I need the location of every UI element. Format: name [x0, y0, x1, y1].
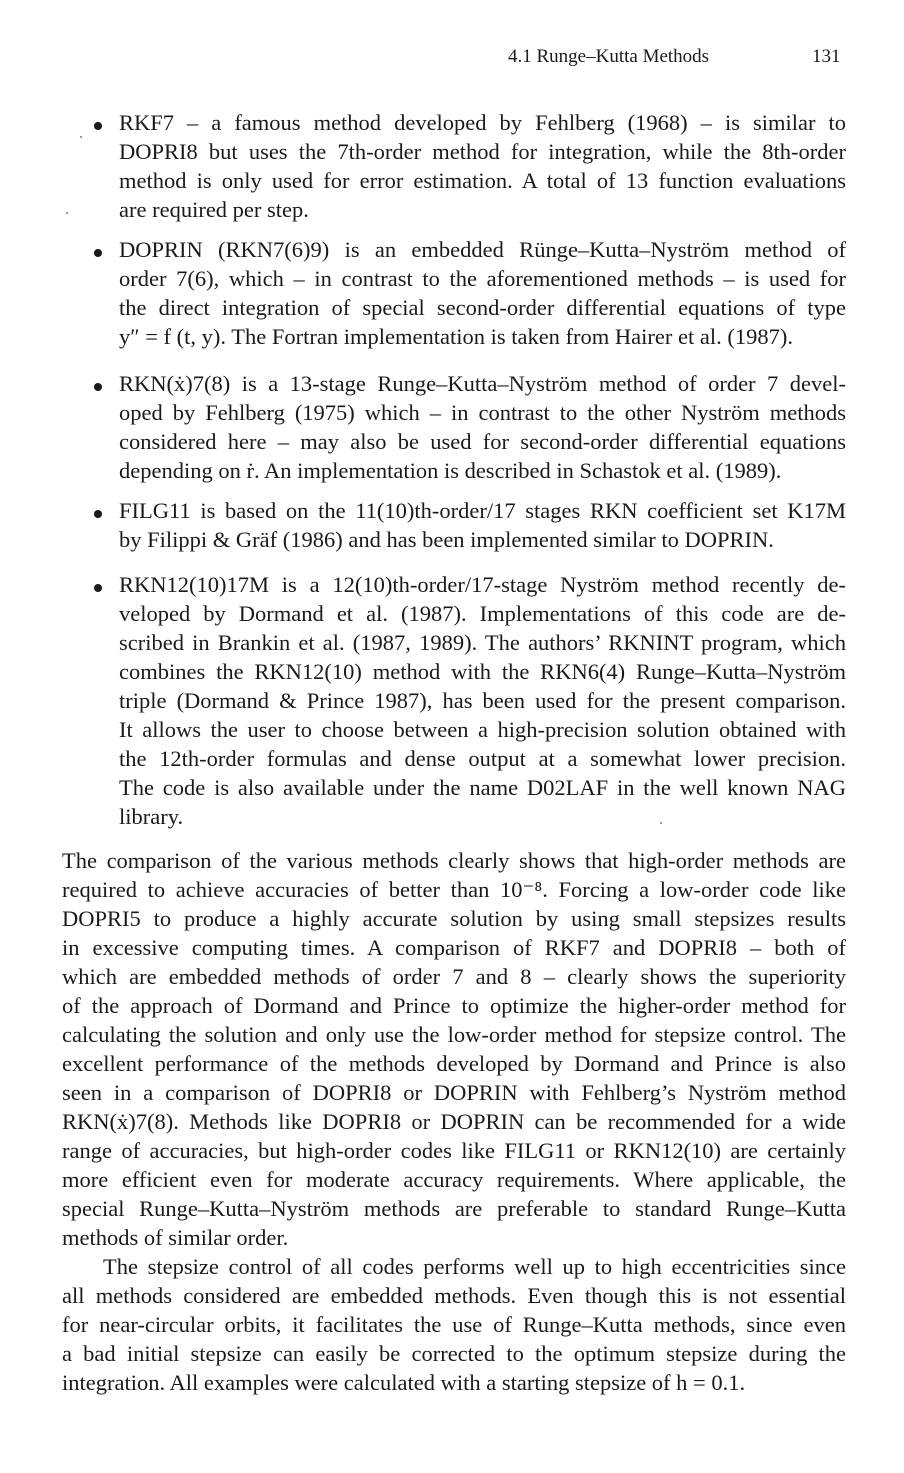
text-line: of the approach of Dormand and Prince to optimize the higher-order method for: [62, 993, 846, 1018]
bullet-icon: [94, 584, 102, 592]
text-line: range of accuracies, but high-order codes like FILG11 or RKN12(10) are certainly: [62, 1138, 846, 1163]
text-line: RKN12(10)17M is a 12(10)th-order/17-stage Nyström method recently de-: [119, 572, 846, 597]
running-head: [0, 46, 904, 72]
text-line: in excessive computing times. A comparison of RKF7 and DOPRI8 – both of: [62, 935, 846, 960]
text-line: RKN(ẋ)7(8) is a 13-stage Runge–Kutta–Nyström method of order 7 devel-: [119, 371, 846, 396]
text-line: combines the RKN12(10) method with the RKN6(4) Runge–Kutta–Nyström: [119, 659, 846, 684]
bullet-icon: [94, 249, 102, 257]
text-line: calculating the solution and only use the low-order method for stepsize control. The: [62, 1022, 846, 1047]
text-line: RKF7 – a famous method developed by Fehlberg (1968) – is similar to: [119, 110, 846, 135]
text-line: DOPRI8 but uses the 7th-order method for integration, while the 8th-order: [119, 139, 846, 164]
text-line: are required per step.: [119, 197, 309, 222]
text-line: veloped by Dormand et al. (1987). Implementations of this code are de-: [119, 601, 846, 626]
text-line: depending on ṙ. An implementation is described in Schastok et al. (1989).: [119, 458, 782, 483]
text-line: which are embedded methods of order 7 and 8 – clearly shows the superiority: [62, 964, 846, 989]
text-line: by Filippi & Gräf (1986) and has been implemented similar to DOPRIN.: [119, 527, 774, 552]
bullet-icon: [94, 510, 102, 518]
scan-speck: [66, 212, 68, 214]
text-line: FILG11 is based on the 11(10)th-order/17 stages RKN coefficient set K17M: [119, 498, 846, 523]
text-line: scribed in Brankin et al. (1987, 1989). The authors’ RKNINT program, which: [119, 630, 846, 655]
text-line: required to achieve accuracies of better than 10⁻⁸. Forcing a low-order code like: [62, 877, 846, 902]
text-line: the 12th-order formulas and dense output at a somewhat lower precision.: [119, 746, 846, 771]
text-line: order 7(6), which – in contrast to the aforementioned methods – is used for: [119, 266, 846, 291]
bullet-icon: [94, 122, 102, 130]
text-line: all methods considered are embedded methods. Even though this is not essential: [62, 1283, 846, 1308]
text-line: the direct integration of special second-order differential equations of type: [119, 295, 846, 320]
text-line: for near-circular orbits, it facilitates the use of Runge–Kutta methods, since even: [62, 1312, 846, 1337]
text-line: a bad initial stepsize can easily be corrected to the optimum stepsize during the: [62, 1341, 846, 1366]
bullet-icon: [94, 383, 102, 391]
section-title: 4.1 Runge–Kutta Methods: [508, 46, 710, 67]
scan-speck: [80, 136, 82, 138]
text-line: special Runge–Kutta–Nyström methods are preferable to standard Runge–Kutta: [62, 1196, 846, 1221]
text-line: excellent performance of the methods developed by Dormand and Prince is also: [62, 1051, 846, 1076]
text-line: considered here – may also be used for second-order differential equations: [119, 429, 846, 454]
text-line: y″ = f (t, y). The Fortran implementation is taken from Hairer et al. (1987).: [119, 324, 793, 349]
scan-speck: [660, 822, 662, 824]
text-line: DOPRIN (RKN7(6)9) is an embedded Rünge–Kutta–Nyström method of: [119, 237, 846, 262]
text-line: more efficient even for moderate accuracy requirements. Where applicable, the: [62, 1167, 846, 1192]
text-line: oped by Fehlberg (1975) which – in contrast to the other Nyström methods: [119, 400, 846, 425]
page-number: 131: [812, 46, 841, 67]
text-line: seen in a comparison of DOPRI8 or DOPRIN with Fehlberg’s Nyström method: [62, 1080, 846, 1105]
text-line: methods of similar order.: [62, 1225, 289, 1250]
text-line: The comparison of the various methods clearly shows that high-order methods are: [62, 848, 846, 873]
text-line: library.: [119, 804, 184, 829]
text-line: The stepsize control of all codes performs well up to high eccentricities since: [103, 1254, 846, 1279]
text-line: It allows the user to choose between a high-precision solution obtained with: [119, 717, 846, 742]
text-line: The code is also available under the name D02LAF in the well known NAG: [119, 775, 846, 800]
text-line: method is only used for error estimation. A total of 13 function evaluations: [119, 168, 846, 193]
text-line: RKN(ẋ)7(8). Methods like DOPRI8 or DOPRIN can be recommended for a wide: [62, 1109, 846, 1134]
text-line: DOPRI5 to produce a highly accurate solution by using small stepsizes results: [62, 906, 846, 931]
text-line: triple (Dormand & Prince 1987), has been used for the present comparison.: [119, 688, 846, 713]
text-line: integration. All examples were calculated with a starting stepsize of h = 0.1.: [62, 1370, 746, 1395]
